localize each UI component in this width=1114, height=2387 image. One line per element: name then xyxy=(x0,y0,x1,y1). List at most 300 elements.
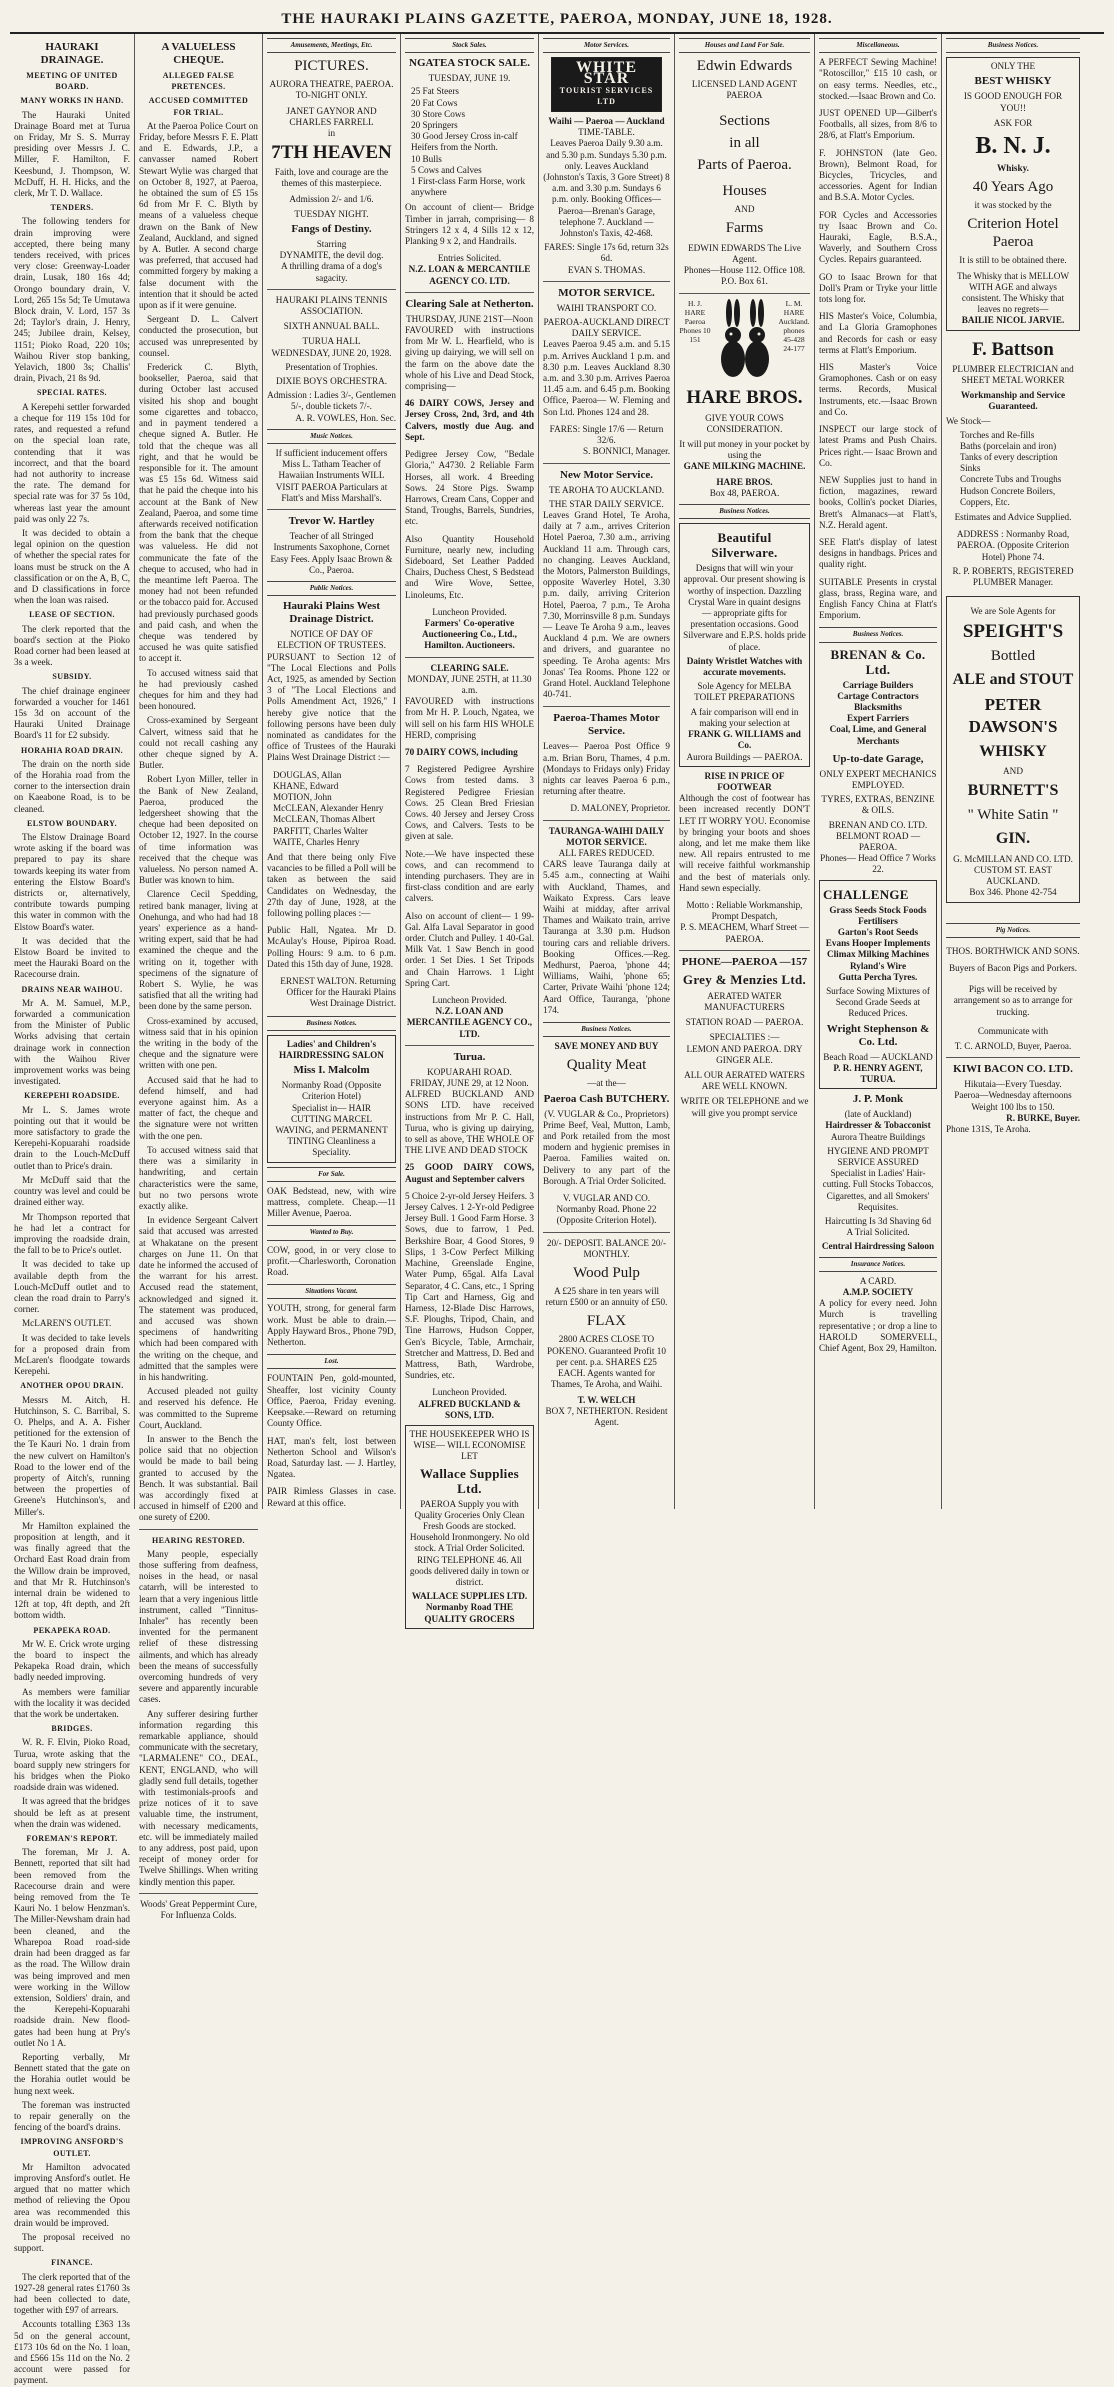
paeroa-wednesday: Paeroa—Wednesday afternoons xyxy=(954,1090,1072,1101)
hare-left: H. J. HARE Paeroa Phones 10 151 xyxy=(679,298,711,344)
dolls-pram: GO to Isaac Brown for that Doll's Pram or Tryke your little tots long for. xyxy=(819,271,937,305)
hearing-article xyxy=(139,1549,258,1888)
brenan-services xyxy=(819,680,937,747)
woods-ad: Woods' Great Peppermint Cure, For Influenza Colds. xyxy=(140,1898,257,1921)
hare-illustration xyxy=(715,299,775,383)
divider xyxy=(405,292,534,293)
housekeeper: THE HOUSEKEEPER WHO IS WISE— WILL ECONOMISE LET xyxy=(409,1428,530,1462)
stock-item: 30 Good Jersey Cross in-calf Heifers from the North. xyxy=(411,131,518,153)
wristlet-watches: Dainty Wristlet Watches with accurate movements. xyxy=(686,655,803,678)
article-paragraph: It was agreed that the bridges should be left as at present when the drain was widened. xyxy=(14,1796,130,1829)
sewing-machine: A PERFECT Sewing Machine! "Rotoscillor," £15 10 cash, or on easy terms. Needles, etc., stocked.—Isaac Brown and Co. xyxy=(819,57,937,101)
article-paragraph: Any sufferer desiring further information regarding this remarkable appliance, should communicate with the secretary, "LARMALENE" CO., DEAL, KENT, ENGLAND, who will gladly send full details, together with testimonials-proofs and prize notices of it to save valuable time, the instrument, with necessary medicaments, etc. will be immediately mailed to any address, post paid, upon receipt of money order for Twelve Shillings. When writing kindly mention this paper. xyxy=(139,1708,258,1887)
still-obtained: It is still to be obtained there. xyxy=(959,255,1067,266)
write-telephone: WRITE OR TELEPHONE and we will give you prompt service xyxy=(680,1096,809,1118)
trophies: Presentation of Trophies. xyxy=(285,361,378,372)
candidate-name: MOTION, John xyxy=(273,791,332,802)
thursday-date: THURSDAY, JUNE 21ST—Noon xyxy=(406,313,533,324)
stock-item: Tanks of every description xyxy=(960,452,1058,463)
election-text-2: And that there being only Five vacancies to be filled a Poll will be taken as between the said Candidates on Wednesday, the 27th day of June, 1928, at the following polling places :— xyxy=(267,851,396,918)
monday-date: MONDAY, JUNE 25TH, at 11.30 a.m. xyxy=(407,673,532,695)
hearfield-text: FAVOURED with instructions from Mr W. L. Hearfield, who is giving up dairying, we will sell on the farm on the above date the whole of his Live and Dead Stock, comprising— xyxy=(405,325,534,392)
louch-herd: 7 Registered Pedigree Ayrshire Cows from tested dams. 3 Registered Pedigree Friesian Cows. 25 Clean Bred Friesian Cows. 40 Jersey and Jersey Cross Cows, and Calvers. Tests to be given at sale. xyxy=(405,764,534,842)
hygiene: HYGIENE AND PROMPT SERVICE ASSURED xyxy=(827,1145,929,1168)
footwear-text: Although the cost of footwear has been increased recently DON'T LET IT WORRY YOU. Economise by bringing your boots and shoes along, and let me make them like new. All repairs entrusted to me will receive faithful workmanship and the best of materials only. Hand sewn especially. xyxy=(679,793,810,893)
film-title: 7TH HEAVEN xyxy=(271,142,392,164)
section-label: Miscellaneous. xyxy=(819,38,937,53)
article-subheading: ANOTHER OPOU DRAIN. xyxy=(20,1381,124,1391)
gramophones-flatt: HIS Master's Voice, Columbia, and La Gloria Gramophones and Records for cash or easy terms at Flatt's Emporium. xyxy=(819,311,937,355)
luncheon: Luncheon Provided. xyxy=(432,1387,507,1398)
bottled: Bottled xyxy=(990,647,1036,664)
deposit: 20/- DEPOSIT. BALANCE 20/- MONTHLY. xyxy=(546,1237,667,1259)
brenan-service: Expert Farriers xyxy=(847,713,909,724)
prams: INSPECT our large stock of latest Prams and Push Chairs. Prices right.— Isaac Brown and Co. xyxy=(819,424,937,468)
mechanics: ONLY EXPERT MECHANICS EMPLOYED. xyxy=(819,768,937,790)
column-drainage xyxy=(10,34,135,2386)
ale-stout: ALE and STOUT xyxy=(952,670,1074,688)
cheque-subhead: ALLEGED FALSE PRETENCES. xyxy=(162,71,235,92)
article-subheading: SUBSIDY. xyxy=(52,672,92,682)
only-the: ONLY THE xyxy=(990,61,1036,72)
whisky: Whisky. xyxy=(997,163,1029,174)
entries: Entries Solicited. xyxy=(437,253,502,264)
maloney: D. MALONEY, Proprietor. xyxy=(570,803,670,814)
stock-item: 1 First-class Farm Horse, work anywhere xyxy=(411,176,526,198)
secretary: A. R. VOWLES, Hon. Sec. xyxy=(295,412,396,423)
article-subheading: BRIDGES. xyxy=(51,1724,93,1734)
film-in: in xyxy=(327,128,336,139)
stock-list xyxy=(411,86,534,198)
fangs-title: Fangs of Destiny. xyxy=(291,223,372,236)
divider xyxy=(139,1893,258,1894)
stock-item: 10 Bulls xyxy=(411,153,442,164)
parts-of-paeroa: Parts of Paeroa. xyxy=(697,156,792,173)
luncheon: Luncheon Provided. xyxy=(432,606,507,617)
handbags: SEE Flatt's display of latest designs in handbags. Prices and quality right. xyxy=(819,536,937,570)
nzloan: N.Z. LOAN & MERCANTILE AGENCY CO. LTD. xyxy=(408,264,531,286)
stock-item: 5 Cows and Calves xyxy=(411,164,482,175)
aurora-buildings: Aurora Buildings — PAEROA. xyxy=(686,751,803,762)
article-paragraph: Cross-examined by Sergeant Calvert, witness said that he could not recall cashing any other cheque signed by A. Butler. xyxy=(139,715,258,771)
kopuarahi: KOPUARAHI ROAD. xyxy=(427,1066,512,1077)
wallace-name: Wallace Supplies Ltd. xyxy=(419,1465,520,1496)
salon-address: Normanby Road (Opposite Criterion Hotel) xyxy=(281,1080,382,1102)
welch-address: BOX 7, NETHERTON. Resident Agent. xyxy=(545,1405,668,1427)
election-text: PURSUANT to Section 12 of "The Local Elections and Polls Act, 1925, as amended by Section 3 of "The Local Elections and Polls Amendment Act, 1926," I hereby give notice that the following persons have been duly nominated as candidates for the office of Trustees of the Hauraki Plains West Drainage District :— xyxy=(267,651,396,763)
section-label: Business Notices. xyxy=(543,1022,670,1037)
article-paragraph: It was decided to obtain a legal opinion on the question of whether the special rates for loans must be struck on the A classification or on the A, B, C, and D classifications in force when the loan was raised. xyxy=(14,527,130,606)
white-star-logo xyxy=(551,57,662,112)
vuglar-address: V. VUGLAR AND CO. Normanby Road. Phone 22 (Opposite Criterion Hotel). xyxy=(556,1193,657,1226)
custom-st: CUSTOM ST. EAST AUCKLAND. xyxy=(973,864,1053,887)
article-subheading: FINANCE. xyxy=(51,2258,93,2268)
sole-agents: We are Sole Agents for xyxy=(970,606,1056,617)
orchestra: DIXIE BOYS ORCHESTRA. xyxy=(275,376,388,387)
stock-item: Baths (porcelain and iron) xyxy=(960,440,1057,451)
evan-thomas: EVAN S. THOMAS. xyxy=(567,264,646,275)
section-label: Business Notices. xyxy=(679,504,810,519)
quality-meat: Quality Meat xyxy=(566,1057,647,1074)
paeroa-auckland-direct: PAEROA-AUCKLAND DIRECT DAILY SERVICE. xyxy=(543,317,670,339)
henry-agent: P. R. HENRY AGENT, TURUA. xyxy=(833,1062,923,1085)
clearing-sale-netherton: Clearing Sale at Netherton. xyxy=(405,297,534,310)
save-money: SAVE MONEY AND BUY xyxy=(554,1041,659,1052)
section-label: Houses and Land For Sale. xyxy=(679,38,810,53)
garage: Up-to-date Garage, xyxy=(832,752,924,765)
article-paragraph: To accused witness said that he had previously cashed cheques for him and they had been honoured. xyxy=(139,667,258,712)
situation-youth: YOUTH, strong, for general farm work. Must be able to drain.—Apply Hayward Bros., Phone 79D, Netherton. xyxy=(267,1303,396,1348)
brenan-service: Carriage Builders xyxy=(842,679,914,690)
stock-item: 25 Fat Steers xyxy=(411,86,459,97)
sale-date: TUESDAY, JUNE 19. xyxy=(428,73,511,84)
paeroa-thames: Paeroa-Thames Motor Service. xyxy=(553,712,660,738)
ball-admission: Admission : Ladies 3/-, Gentlemen 5/-, double tickets 7/-. xyxy=(267,390,396,412)
drainage-subhead-2: MANY WORKS IN HAND. xyxy=(20,96,124,106)
divider xyxy=(679,293,810,294)
article-paragraph: Clarence Cecil Spedding, retired bank manager, living at Onehunga, and who had had 18 years' experience as a hand-writing expert, said that he had examined the cheque and the writing on it, together with specimens of the signature of Robert S. Wylie, he was satisfied that all the writing had been done by the same person. xyxy=(139,889,258,1012)
central-saloon: Central Hairdressing Saloon xyxy=(821,1241,935,1252)
article-paragraph: To accused witness said that there was a similarity in handwriting, and certain characteristics were the same, but no two persons wrote exactly alike. xyxy=(139,1144,258,1211)
divider xyxy=(139,1529,258,1530)
columns xyxy=(10,34,1104,2386)
hall-stock: 5 Choice 2-yr-old Jersey Heifers. 3 Jersey Calves. 1 2-Yr-old Pedigree Jersey Bull. 1 Good Farm Horse. 3 Sows, due to farrow, 1 Ped. Berkshire Boar, 4 Good Stores, 9 Slips, 1 3-Cow Perfect Milking Machine, Greenslade Engine, Water Pump, 65gal. Alfa Laval Separator, 4 C. Cans, etc., 1 Spring Tip Cart and Harness, Gig and Harness, 12-Blade Disc Harrows, S.F. Ploughs, Tripod, Chain, and Tine Harrows, Hudson Copper, Gen's Bicycle, Table, Armchair, Stretcher and Mattress, D. Bed and Mattress, Bath, Wardrobe, Sundries, etc. xyxy=(405,1190,535,1381)
stock-item: 30 Store Cows xyxy=(411,108,466,119)
candidate-name: McCLEAN, Thomas Albert xyxy=(273,814,376,825)
brenan-address: BRENAN AND CO. LTD. BELMONT ROAD — PAEROA. xyxy=(828,819,928,852)
turua-hall: TURUA HALL xyxy=(302,336,361,347)
stock-items xyxy=(960,430,1080,508)
vuglar-proprietors: (V. VUGLAR & Co., Proprietors) xyxy=(544,1108,669,1119)
all-aerated: ALL OUR AERATED WATERS ARE WELL KNOWN. xyxy=(684,1069,805,1092)
column-houses-land xyxy=(675,34,815,1509)
candidate-name: WAITE, Charles Henry xyxy=(273,836,360,847)
article-paragraph: Cross-examined by accused, witness said that in his opinion the writing in the body of the cheque and the signature were written with one pen. xyxy=(139,1015,258,1071)
stocked-by: it was stocked by the xyxy=(974,200,1052,211)
candidate-list xyxy=(273,770,396,848)
pulp-text: A £25 share in ten years will return £500 or an annuity of £50. xyxy=(545,1286,668,1308)
divider xyxy=(405,657,534,658)
and-2: AND xyxy=(1003,765,1023,776)
article-paragraph: Mr Hamilton explained the proposition at length, and it was finally agreed that the Orchard East Road drain from the Willow drain be improved, and that Mr R. Hutchinson's internal drain be widened to 12ft at top, 4ft depth, and 2ft bottom width. xyxy=(14,1520,130,1621)
farmers-coop: Farmers' Co-operative Auctioneering Co., Ltd., Hamilton. Auctioneers. xyxy=(422,617,517,651)
lemon: LEMON AND PAEROA. DRY GINGER ALE. xyxy=(686,1043,803,1065)
bailie-nicol: BAILIE NICOL JARVIE. xyxy=(961,315,1065,326)
polling-places: Public Hall, Ngatea. Mr D. McAulay's House, Pipiroa Road. Polling Hours: 9 a.m. to 6 p.m. Dated this 15th day of June, 1928. xyxy=(267,925,396,969)
tennis-assoc: HAURAKI PLAINS TENNIS ASSOCIATION. xyxy=(275,294,388,317)
hearfield-stock: Pedigree Jersey Cow, "Bedale Gloria," A4730. 2 Reliable Farm Horses, all work. 4 Breeding Sows. 24 Store Pigs. Swamp Harrows, Cream Cans, Copper and Stand, Troughs, Barrels, Sundries, etc. xyxy=(405,449,534,527)
melba: Sole Agency for MELBA TOILET PREPARATIONS xyxy=(694,681,795,703)
wanted-cow: COW, good, in or very close to profit.—Charlesworth, Coronation Road. xyxy=(267,1244,396,1278)
section-label: Amusements, Meetings, Etc. xyxy=(267,38,396,53)
article-subheading: SPECIAL RATES. xyxy=(37,388,107,398)
article-subheading: PEKAPEKA ROAD. xyxy=(33,1625,111,1635)
louch-text: FAVOURED with instructions from Mr H. P. Louch, Ngatea, we will sell on his farm HIS WHOLE HERD, comprising xyxy=(405,696,534,740)
stock-item: Hudson Concrete Boilers, xyxy=(960,485,1056,496)
section-label: For Sale. xyxy=(267,1167,396,1182)
article-subheading: KEREPEHI ROADSIDE. xyxy=(24,1091,120,1101)
hare-bros-2: HARE BROS. xyxy=(716,476,773,487)
mcmillan: G. McMILLAN AND CO. LTD. xyxy=(953,853,1073,864)
hartley-name: Trevor W. Hartley xyxy=(288,515,375,528)
hare-right: L. M. HARE Auckland. phones 45-428 24-177 xyxy=(778,298,810,353)
section-label: Public Notices. xyxy=(267,581,396,596)
article-paragraph: A Kerepehi settler forwarded a cheque for 119 15s 10d for rates, and requested a refund on the special loan rate, contending that it was incorrect, and that the board had not authority to increase the rate. The demand for special rate was for 37 5s 10d, whereas last year the amount paid was only 22 7s. xyxy=(14,401,130,524)
article-paragraph: Frederick C. Blyth, bookseller, Paeroa, said that during October last accused visited his shop and bought some cigarettes and tobacco, and in payment tendered a cheque signed A. Butler. He told that the cheque was all right, and that he would be responsible for it. The amount was £5 15s 6d. Witness said that he paid the cheque into his account at the Bank of New Zealand, Paeroa, and some time afterwards received notification from the bank that the cheque was valueless. He did not communicate the fate of the cheque to accused, who had in the meantime left Paeroa. The money had not been refunded or the tobacco paid for. Accused had previously purchased goods and paid cash, and when the cheque was tendered by accused he was quite satisfied to accept it. xyxy=(139,362,258,664)
stock-item: 20 Springers xyxy=(411,120,458,131)
buckland-sons: ALFRED BUCKLAND & SONS, LTD. xyxy=(418,1398,521,1420)
mellow: The Whisky that is MELLOW WITH AGE and always consistent. The Whisky that leaves no regrets— xyxy=(956,270,1070,315)
at-the: —at the— xyxy=(587,1078,626,1089)
pigs-received: Pigs will be received by arrangement so as to arrange for trucking. xyxy=(953,984,1073,1017)
divider xyxy=(543,281,670,282)
star-daily-text: Leaves Grand Hotel, Te Aroha, daily at 7 a.m., arrives Criterion Hotel Paeroa, 7.30 a.m., arriving Auckland 11 a.m. Through cars, no changing. Leaves Auckland, the Motors, Palmerston Buildings, opposite Waverley Hotel, 3.30 p.m. daily, arriving Criterion Hotel, Paeroa, 7 p.m., Te Aroha 7.30, Morrinsville 8 p.m. Sundays — Leave Te Aroha 9 a.m., leaves Auckland 4 p.m. We are owners and drivers, and guarantee no speeding. Te Aroha agents: Mrs Jonas' Tea Rooms. Phone 122 or Grand Hotel. Auckland Telephone 40-741. xyxy=(543,509,670,700)
new-motor-service: New Motor Service. xyxy=(560,468,653,481)
weight: Weight 100 lbs to 150. xyxy=(971,1101,1055,1112)
speights: SPEIGHT'S xyxy=(962,620,1064,642)
tauranga-text: CARS leave Tauranga daily at 5.45 a.m., connecting at Waihi with Auckland, Thames, and Waikato Express. Cars leave Waihi at midday, after arrival Thames and Waikato train, arrive Tauranga at 3.30 p.m. Hudson touring cars and reliable drivers. Booking Offices.—Reg. Medhurst, Paeroa, 'phone 44; Williams, Waihi, 'phone 65; Carter, Private Waihi 'phone 124; Aard Office, Tauranga, 'phone 174. xyxy=(543,859,670,1015)
battson-address: ADDRESS : Normanby Road, PAEROA. (Opposite Criterion Hotel) Phone 74. xyxy=(956,529,1070,562)
election-notice: NOTICE OF DAY OF ELECTION OF TRUSTEES. xyxy=(277,629,386,651)
section-label: Music Notices. xyxy=(267,429,396,444)
plumber: PLUMBER ELECTRICIAN and SHEET METAL WORKER xyxy=(952,363,1074,385)
cheque-subhead-2: ACCUSED COMMITTED FOR TRIAL. xyxy=(148,96,249,117)
good-enough: IS GOOD ENOUGH FOR YOU!! xyxy=(963,91,1063,113)
brenan-service: Coal, Lime, and General Merchants xyxy=(829,724,927,746)
edwards-phones: Phones—House 112. Office 108. P.O. Box 61. xyxy=(683,265,806,287)
divider xyxy=(946,1057,1080,1058)
annual-ball: SIXTH ANNUAL BALL. xyxy=(283,321,380,332)
stock-item: 20 Fat Cows xyxy=(411,97,458,108)
hartley-desc: Teacher of all Stringed Instruments Saxophone, Cornet Easy Fees. Apply Isaac Brown & Co., Paeroa. xyxy=(270,531,393,575)
gin: GIN. xyxy=(995,829,1031,847)
candidate-name: KHANE, Edward xyxy=(273,780,339,791)
nzloan-2: N.Z. LOAN AND MERCANTILE AGENCY CO., LTD. xyxy=(406,1006,533,1039)
phone-te-aroha: Phone 131S, Te Aroha. xyxy=(946,1123,1031,1134)
burke: R. BURKE, Buyer. xyxy=(1006,1112,1080,1123)
money-pocket: It will put money in your pocket by using the xyxy=(679,439,810,461)
article-paragraph: The drain on the north side of the Horahia road from the corner to the intersection drain on Kaeabone Road, is to be cleaned. xyxy=(14,758,130,814)
estimates: Estimates and Advice Supplied. xyxy=(954,512,1072,523)
thrilling: A thrilling drama of a dog's sagacity. xyxy=(281,261,382,283)
tourist-services: TOURIST SERVICES LTD xyxy=(559,85,654,106)
salon-specialist: Specialist in— HAIR CUTTING MARCEL WAVING, and PERMANENT TINTING Cleanliness a Speciality. xyxy=(275,1102,388,1158)
trial: A Trial Solicited. xyxy=(846,1227,910,1238)
gramophones-brown: HIS Master's Voice Gramophones. Cash or on easy terms. Records, Musical Instruments, etc.—Isaac Brown and Co. xyxy=(819,362,937,417)
challenge-ad xyxy=(819,880,937,1090)
silverware-title: Beautiful Silverware. xyxy=(711,530,778,561)
welch: T. W. WELCH xyxy=(577,1394,636,1405)
article-paragraph: The Elstow Drainage Board wrote asking if the board was prepared to pay its share towards keeping its water from entering the Elstow Board's districts or, alternatively, contribute towards pumping this water in common with the Elstow Board's water. xyxy=(14,832,130,932)
tyres: TYRES, EXTRAS, BENZINE & OILS. xyxy=(821,794,935,816)
hikutaia: Hikutaia—Every Tuesday. xyxy=(964,1079,1062,1090)
communicate: Communicate with xyxy=(977,1025,1049,1036)
footwear-title: RISE IN PRICE OF FOOTWEAR xyxy=(704,770,785,792)
drainage-subhead: MEETING OF UNITED BOARD. xyxy=(26,71,118,92)
section-label: Wanted to Buy. xyxy=(267,1225,396,1240)
challenge: CHALLENGE xyxy=(823,886,909,902)
divider xyxy=(543,463,670,464)
article-subheading: ELSTOW BOUNDARY. xyxy=(27,818,117,828)
article-paragraph: McLAREN'S OUTLET. xyxy=(22,1318,112,1329)
grass-seeds: Grass Seeds Stock Foods Fertilisers xyxy=(829,904,927,926)
salon-ad xyxy=(267,1035,396,1163)
article-paragraph: The foreman, Mr J. A. Bennett, reported that silt had been removed from the Racecourse drain and were being removed from the Te Kauri No. 1 below Henzman's. The Miller-Newsham drain had been cleaned, and the Wharepoa Road road-side drain had been dragged as far as the road. The Willow drain was being improved and men were working in the Willow extension, Soldiers' drain, and the Kerepehi-Kopuarahi roadside drain. New flood-gates had been hung at Pry's outlet No 1 A. xyxy=(14,1847,130,2048)
twenty-five-cows: 25 GOOD DAIRY COWS, August and September calvers xyxy=(405,1162,534,1184)
article-paragraph: It was decided to take up available depth from the Louch-McDuff outlet and to clean the road drain to Parry's corner. xyxy=(14,1259,130,1315)
lost-pen: FOUNTAIN Pen, gold-mounted, Sheaffer, lost vicinity County Office, Paeroa, Friday evening. Keepsake.—Reward on returning County Office. xyxy=(267,1373,396,1429)
divider xyxy=(543,1232,670,1233)
brenan-service: Cartage Contractors xyxy=(837,690,919,701)
section-label: Lost. xyxy=(267,1354,396,1369)
monk: J. P. Monk xyxy=(852,1093,904,1106)
kiwi-bacon: KIWI BACON CO. LTD. xyxy=(953,1063,1073,1076)
presents: SUITABLE Presents in crystal glass, brass, Regina ware, and English Fancy China at Flatt's Emporium. xyxy=(819,576,937,621)
monk-sub: (late of Auckland) xyxy=(844,1109,912,1120)
brenan: BRENAN & Co. Ltd. xyxy=(830,646,926,677)
flax: FLAX xyxy=(586,1313,627,1330)
forty-years: 40 Years Ago xyxy=(972,179,1054,196)
haircut-prices: Haircutting Is 3d Shaving 6d xyxy=(824,1216,932,1227)
article-paragraph: Robert Lyon Miller, teller in the Bank of New Zealand, Paeroa, produced the ledgersheet showing that the cheque had been deposited on October 12, 1927. In the course of time information was received that the cheque was valueless. No person named A. Butler was known to him. xyxy=(139,774,258,886)
article-subheading: DRAINS NEAR WAIHOU. xyxy=(21,984,123,994)
bnj-whisky-ad xyxy=(946,57,1080,330)
article-subheading: HORAHIA ROAD DRAIN. xyxy=(20,745,124,755)
new-supplies: NEW Supplies just to hand in fiction, magazines, reward books, Collin's pocket Diaries, Brett's Almanacs—at Flatt's, N.Z. Herald agent. xyxy=(819,474,937,530)
battson: F. Battson xyxy=(972,338,1054,360)
monk-text: Specialist in Ladies' Hair-cutting. Full Stocks Tobaccos, Cigarettes, and all Smokers' Requisites. xyxy=(822,1168,934,1212)
article-subheading: LEASE OF SECTION. xyxy=(29,610,115,620)
luncheon: Luncheon Provided. xyxy=(432,995,507,1006)
salon-owner: Miss I. Malcolm xyxy=(293,1064,370,1077)
theatre-name: AURORA THEATRE, PAEROA. xyxy=(269,79,394,90)
star-daily: THE STAR DAILY SERVICE. xyxy=(549,498,664,509)
article-paragraph: In evidence Sergeant Calvert said that accused was arrested at Whakatane on the present charges on June 11. On that date he informed the accused of the warrant for his arrest. Accused read the statement, acknowledged and signed it. The statement was produced, and accused was shown specimens of handwriting which had been compared with the writing on the cheque, and admitted that the samples were in his handwriting. xyxy=(139,1215,258,1382)
article-paragraph: It was decided to take levels for a proposed drain from McLaren's floodgate towards Kerepehi. xyxy=(14,1332,130,1377)
fares: FARES: Single 17s 6d, return 32s 6d. xyxy=(544,242,669,264)
client-timber: On account of client— Bridge Timber in jarrah, comprising— 8 Stringers 12 x 4, 4 Sills 12 x 12, Planking 9 x 2, and Handrails. xyxy=(405,202,534,247)
article-paragraph: Accused said that he had to defend himself, and had everyone against him. As a matter of fact, the cheque and the signature were not written with the one pen. xyxy=(139,1074,258,1141)
phone-157: PHONE—PAEROA —157 xyxy=(681,955,808,968)
roberts: R. P. ROBERTS, REGISTERED PLUMBER Manager. xyxy=(952,565,1074,588)
sections: Sections xyxy=(719,112,770,129)
brenan-phones: Phones— Head Office 7 Works 22. xyxy=(820,853,936,875)
article-paragraph: It was decided that the Elstow Board be invited to meet the Hauraki Board on the Racecourse drain. xyxy=(14,935,130,980)
article-paragraph: Mr L. S. James wrote pointing out that it would be more satisfactory to grade the Kerepehi-Kopuarahi roadside drain to the Louch-McDuff outlet than to Price's drain. xyxy=(14,1104,130,1171)
salon-title: Ladies' and Children's HAIRDRESSING SALON xyxy=(279,1038,384,1061)
best-whisky: BEST WHISKY xyxy=(974,75,1052,88)
article-paragraph: In answer to the Bench the police said that no objection would be made to bail being granted to accused by the Bench. It was substantial. Bail was accordingly fixed at accused in himself of £200 and one surety of £200. xyxy=(139,1433,258,1523)
borthwick: THOS. BORTHWICK AND SONS. xyxy=(946,945,1080,956)
station-road: STATION ROAD — PAEROA. xyxy=(685,1017,804,1028)
cheque-article xyxy=(139,121,258,1524)
louch-plant: Also on account of client— 1 99-Gal. Alfa Laval Separator in good order. Clutch and Pulley. 1 40-Gal. Milk Vat. 1 Saw Bench in good order. 1 Set Dies. 1 Set Tripods and Chain Harrows. 1 Light Spring Cart. xyxy=(405,910,534,988)
arnold: T. C. ARNOLD, Buyer, Paeroa. xyxy=(954,1040,1072,1051)
candidate-name: PARFITT, Charles Walter xyxy=(273,825,368,836)
column-business-notices xyxy=(942,34,1084,1509)
friday-date: FRIDAY, JUNE 29, at 12 Noon. xyxy=(410,1078,529,1089)
stock-item: Sinks xyxy=(960,463,981,474)
divider xyxy=(267,289,396,290)
section-label: Business Notices. xyxy=(267,1016,396,1031)
column-cheque xyxy=(135,34,263,1921)
article-paragraph: Many people, especially those suffering from deafness, noises in the head, or nasal catarrh, will be interested to learn that a very ingenious little instrument, called "Tinnitus-Inhaler" has recently been invented for the permanent relief of these distressing ailments, and which has already been the means of successfully overcoming hundreds of very severe and apparently incurable cases. xyxy=(139,1548,258,1705)
paeroa-thames-text: Leaves— Paeroa Post Office 9 a.m. Brian Boru, Thames, 4 p.m. (Mondays to Fridays only) Friday nights car leaves Paeroa 6 p.m., returning after theatre. xyxy=(543,741,670,797)
tuesday-night: TUESDAY NIGHT. xyxy=(294,208,369,219)
edwards-name: Edwin Edwards xyxy=(696,58,793,75)
household-furniture: Also Quantity Household Furniture, nearly new, including Sideboard, Set Leather Padded Chairs, Duchess Chest, S Bedstead and Wire Wove, Settee, Linoleums, Etc. xyxy=(405,533,534,600)
section-label: Situations Vacant. xyxy=(267,1284,396,1299)
aerated: AERATED WATER MANUFACTURERS xyxy=(704,990,785,1012)
waihi-transport: WAIHI TRANSPORT CO. xyxy=(556,302,657,313)
johnston-bicycles: F. JOHNSTON (late Geo. Brown), Belmont Road, for Bicycles, Tricycles, and accessories. Agent for Indian and B.S.A. Motor Cycles. xyxy=(819,147,937,203)
starring: Starring xyxy=(316,239,347,250)
turua-heading: Turua. xyxy=(453,1050,486,1063)
specialties: SPECIALTIES :— xyxy=(709,1032,780,1043)
lost-hat: HAT, man's felt, lost between Netherton School and Wilson's Road, Saturday last. — J. Hartley, Ngatea. xyxy=(267,1435,396,1480)
tonight: TO-NIGHT ONLY. xyxy=(295,90,368,101)
returning-officer: ERNEST WALTON. Returning Officer for the Hauraki Plains West Drainage District. xyxy=(280,976,396,1009)
admission: Admission 2/- and 1/6. xyxy=(289,193,374,204)
film-stars: JANET GAYNOR AND CHARLES FARRELL xyxy=(286,105,377,127)
article-paragraph: The Hauraki United Drainage Board met at Turua on Friday, Mr S. S. Murray presiding over Messrs J. C. Miller, F. Hamilton, F. Keesbund, J. Thompson, W. McDuff, H. H. Hicks, and the clerk, Mr T. D. Wallace. xyxy=(14,109,130,199)
section-label: Pig Notices. xyxy=(946,923,1080,938)
ask-for: ASK FOR xyxy=(993,117,1033,128)
hare-bros: HARE BROS. xyxy=(686,386,803,408)
article-paragraph: At the Paeroa Police Court on Friday, before Messrs F. E. Platt and E. Edwards, J.P., a canvasser named Robert Stewart Wylie was charged that on October 8, 1927, at Paeroa, he obtained the sum of £5 15s 6d from Mr F. C. Blyth by means of a valueless cheque drawn on the Bank of New Zealand, Auckland, and signed by A. Butler. A second charge was preferred, that accused had committed forgery by making a false document with the intention that it should be acted upon as if it were genuine. xyxy=(139,120,258,311)
section-label: Insurance Notices. xyxy=(819,1257,937,1272)
workmanship: Workmanship and Service Guaranteed. xyxy=(960,390,1066,412)
beach-road: Beach Road — AUCKLAND xyxy=(823,1051,933,1062)
hairdresser: Hairdresser & Tobacconist xyxy=(825,1120,931,1131)
divider xyxy=(679,950,810,951)
section-label: Business Notices. xyxy=(819,627,937,642)
mcmillan-ad xyxy=(946,596,1080,902)
white-star-times: Leaves Paeroa Daily 9.30 a.m. and 5.30 p.m. Sundays 5.30 p.m. only. Leaves Auckland (Johnston's Taxis, 3 Gore Street) 8 a.m. and 3.30 p.m. Sundays 6 p.m. only. Booking Offices— Paeroa—Brenan's Garage, telephone 7. Auckland — Johnston's Taxis, 42-468. xyxy=(543,138,670,239)
tauranga-waihi: TAURANGA-WAIHI DAILY MOTOR SERVICE. xyxy=(548,825,665,847)
bonnici: S. BONNICI, Manager. xyxy=(582,446,670,457)
seventy-cows: 70 DAIRY COWS, including xyxy=(405,746,518,757)
grey-menzies: Grey & Menzies Ltd. xyxy=(682,971,807,987)
silverware-text: Designs that will win your approval. Our present showing is worthy of inspection. Dazzling Crystal Ware in quaint designs — appropriate gifts for presentation occasions. Good Silverware and E.P.S. holds pride of place. xyxy=(683,563,806,652)
section-label: Motor Services. xyxy=(543,38,670,53)
masthead: THE HAURAKI PLAINS GAZETTE, PAEROA, MONDAY, JUNE 18, 1928. xyxy=(10,6,1104,34)
edwards-sub: LICENSED LAND AGENT PAEROA xyxy=(691,79,798,101)
ryland: Ryland's Wire xyxy=(849,960,907,971)
article-paragraph: Mr A. M. Samuel, M.P., forwarded a communication from the Minister of Public Works advising that certain drainage work in connection with the Waihou River improvement works was being investigated. xyxy=(14,997,130,1087)
article-paragraph: The following tenders for drain improving were accepted, there being many tenders received, with prices very close: Greenway-Loader drain, Lusak, 180 16s 4d; Orongo boundary drain, V. Lord, 265 15s 5d; Te Umutawa Block drain, V. Lord, 157 3s 2d; Taylor's drain, J. Henry, 245; Jubilee drain, Kelsey, 1151; Pioko Road, 220 10s; Waihou River stop banking, Yelavich, 1800 3s; Challis' drain, Pivach, 21 8s 9d. xyxy=(14,216,130,384)
article-paragraph: Sergeant D. L. Calvert conducted the prosecution, but accused was unrepresented by counsel. xyxy=(139,314,258,358)
wright-stephenson: Wright Stephenson & Co. Ltd. xyxy=(826,1022,930,1048)
drainage-article xyxy=(14,110,130,2387)
meachem: P. S. MEACHEM, Wharf Street — PAEROA. xyxy=(680,922,809,944)
burnetts: BURNETT'S xyxy=(967,781,1059,799)
farms: Farms xyxy=(725,219,764,236)
section-label: Stock Sales. xyxy=(405,38,534,53)
box-48: Box 48, PAEROA. xyxy=(709,487,780,498)
amp-text: A policy for every need. John Murch is travelling representative ; or drop a line to HAROLD SOMERVELL, Chief Agent, Box 29, Hamilton. xyxy=(819,1298,937,1354)
stock-item: Concrete Tubs and Troughs xyxy=(960,474,1062,485)
ball-date: WEDNESDAY, JUNE 20, 1928. xyxy=(271,347,392,358)
we-stock: We Stock— xyxy=(946,416,991,427)
surface-sowing: Surface Sowing Mixtures of Second Grade Seeds at Reduced Prices. xyxy=(826,986,930,1019)
candidate-name: DOUGLAS, Allan xyxy=(273,769,342,780)
cheque-headline: A VALUELESS CHEQUE. xyxy=(161,41,236,66)
column-motor-services xyxy=(539,34,675,1509)
drainage-headline: HAURAKI DRAINAGE. xyxy=(40,41,104,66)
monk-address: Aurora Theatre Buildings xyxy=(830,1131,926,1142)
gane-machine: GANE MILKING MACHINE. xyxy=(683,461,806,472)
